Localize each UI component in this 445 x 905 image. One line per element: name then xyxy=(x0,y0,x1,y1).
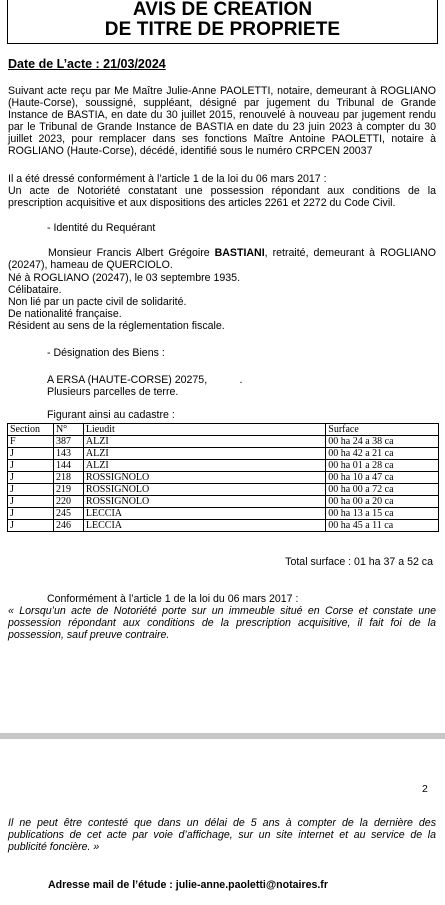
biens-line: A ERSA (HAUTE-CORSE) 20275, . xyxy=(47,374,243,386)
cell-section: J xyxy=(8,472,54,484)
person-line: Célibataire. xyxy=(8,283,62,296)
identite-heading: - Identité du Requérant xyxy=(47,222,156,234)
cell-section: J xyxy=(8,460,54,472)
table-row xyxy=(8,460,439,472)
cell-surface: 00 ha 00 a 72 ca xyxy=(326,484,439,496)
table-row xyxy=(8,520,439,532)
col-header-surface: Surface xyxy=(326,424,439,436)
requerant-paragraph xyxy=(8,248,436,272)
cell-surface: 00 ha 10 a 47 ca xyxy=(326,472,439,484)
title-line-1: AVIS DE CREATION xyxy=(132,0,313,20)
cell-numero: 143 xyxy=(53,448,83,460)
cell-section: J xyxy=(8,448,54,460)
loi-line: Il a été dressé conformément à l’article 1 de la loi du 06 mars 2017 : xyxy=(8,173,327,185)
biens-details xyxy=(47,375,242,399)
cadastre-table xyxy=(7,423,439,532)
cell-lieudit: ALZI xyxy=(83,448,325,460)
cell-lieudit: LECCIA xyxy=(83,520,325,532)
title-line-2: DE TITRE DE PROPRIETE xyxy=(104,19,341,40)
cell-lieudit: ALZI xyxy=(83,436,325,448)
cell-lieudit: ROSSIGNOLO xyxy=(83,496,325,508)
email-line: Adresse mail de l’étude : julie-anne.paoletti@notaires.fr xyxy=(48,879,328,891)
notoriete-paragraph: Un acte de Notoriété constatant une possession répondant aux conditions de la prescription acquisitive et aux dispositions des articles 2261 et 2272 du Code Civil. xyxy=(8,185,436,209)
cell-numero: 245 xyxy=(53,508,83,520)
col-header-numero: N° xyxy=(53,424,83,436)
cell-numero: 387 xyxy=(53,436,83,448)
page-number: 2 xyxy=(422,783,428,795)
cell-numero: 144 xyxy=(53,460,83,472)
cell-surface: 00 ha 00 a 20 ca xyxy=(326,496,439,508)
table-row xyxy=(8,472,439,484)
requerant-suffix: , retraité, demeurant à ROGLIANO (20247), hameau de QUERCIOLO. xyxy=(8,247,436,271)
cell-lieudit: ALZI xyxy=(83,460,325,472)
table-row xyxy=(8,484,439,496)
page-separator xyxy=(0,733,445,739)
quote-paragraph-2: Il ne peut être contesté que dans un délai de 5 ans à compter de la dernière des publications de cet acte par voie d’affichage, sur un site internet et au service de la publicité foncière. » xyxy=(8,817,436,853)
cell-numero: 220 xyxy=(53,496,83,508)
intro-paragraph: Suivant acte reçu par Me Maître Julie-Anne PAOLETTI, notaire, demeurant à ROGLIANO (Haute-Corse), soussigné, suppléant, désigné par jugement du Tribunal de Grande Instance de BASTIA, en date du 30 juillet 2015, renouvelé à nouveau par jugement rendu par le Tribunal de Grande Instance de BASTIA en date du 23 juin 2023 à compter du 30 juillet 2023, pour remplacer dans ses fonctions Maître Antoine PAOLETTI, notaire à ROGLIANO (Haute-Corse), décédé, identifié sous le numéro CRPCEN 20037 xyxy=(8,85,436,157)
cell-numero: 219 xyxy=(53,484,83,496)
cell-lieudit: ROSSIGNOLO xyxy=(83,472,325,484)
cell-section: J xyxy=(8,496,54,508)
person-details xyxy=(8,273,240,333)
cell-surface: 00 ha 24 a 38 ca xyxy=(326,436,439,448)
table-row xyxy=(8,496,439,508)
total-surface: Total surface : 01 ha 37 a 52 ca xyxy=(285,556,433,568)
cell-lieudit: ROSSIGNOLO xyxy=(83,484,325,496)
col-header-lieudit: Lieudit xyxy=(83,424,325,436)
cell-section: J xyxy=(8,484,54,496)
table-row xyxy=(8,508,439,520)
requerant-name: BASTIANI xyxy=(214,247,265,259)
cell-surface: 00 ha 42 a 21 ca xyxy=(326,448,439,460)
conforme-line: Conformément à l’article 1 de la loi du 06 mars 2017 : xyxy=(47,593,299,605)
cell-surface: 00 ha 45 a 11 ca xyxy=(326,520,439,532)
person-line: Résident au sens de la réglementation fiscale. xyxy=(8,319,225,332)
cell-lieudit: LECCIA xyxy=(83,508,325,520)
cadastre-intro: Figurant ainsi au cadastre : xyxy=(47,409,175,421)
cell-section: F xyxy=(8,436,54,448)
title-box xyxy=(7,0,438,44)
cadastre-header-row xyxy=(8,424,439,436)
col-header-section: Section xyxy=(8,424,54,436)
person-line: Non lié par un pacte civil de solidarité. xyxy=(8,295,187,308)
cell-numero: 246 xyxy=(53,520,83,532)
cell-surface: 00 ha 01 a 28 ca xyxy=(326,460,439,472)
table-row xyxy=(8,436,439,448)
person-line: Né à ROGLIANO (20247), le 03 septembre 1935. xyxy=(8,272,241,284)
designation-heading: - Désignation des Biens : xyxy=(47,347,165,359)
quote-paragraph-1: « Lorsqu’un acte de Notoriété porte sur un immeuble situé en Corse et constate une possession répondant aux conditions de la prescription acquisitive, il fait foi de la possession, sauf preuve contraire. xyxy=(8,605,436,641)
cell-surface: 00 ha 13 a 15 ca xyxy=(326,508,439,520)
requerant-prefix: Monsieur Francis Albert Grégoire xyxy=(48,247,215,259)
cell-numero: 218 xyxy=(53,472,83,484)
cell-section: J xyxy=(8,508,54,520)
person-line: De nationalité française. xyxy=(8,307,122,320)
biens-line: Plusieurs parcelles de terre. xyxy=(47,385,179,398)
cell-section: J xyxy=(8,520,54,532)
date-acte: Date de L’acte : 21/03/2024 xyxy=(8,57,166,71)
table-row xyxy=(8,448,439,460)
